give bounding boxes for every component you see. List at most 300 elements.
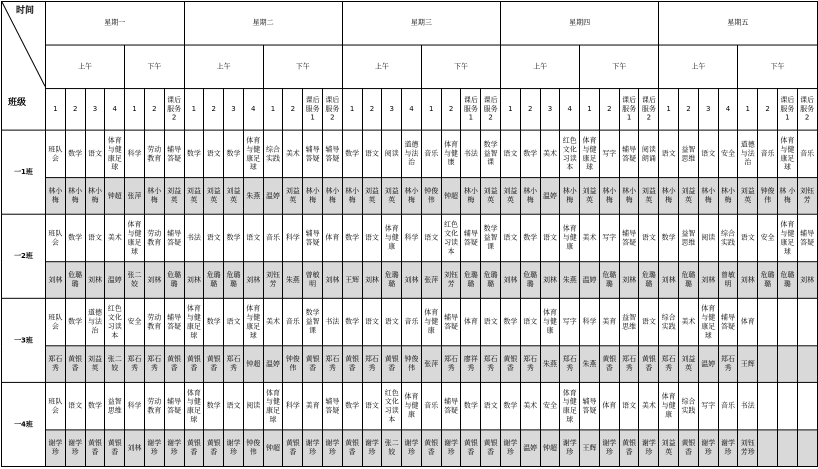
teacher-cell: 林小梅 xyxy=(322,178,342,215)
teacher-cell: 谢学珍 xyxy=(164,430,184,467)
teacher-cell: 郑石秀 xyxy=(520,346,540,383)
class-name: 一3班 xyxy=(2,298,46,382)
period-header: 1 xyxy=(184,89,204,131)
subject-cell: 辅导答疑 xyxy=(164,298,184,345)
subject-cell: 音乐 xyxy=(421,130,441,177)
subject-cell xyxy=(777,382,797,429)
subject-cell: 数学 xyxy=(204,298,224,345)
teacher-cell: 刘益英 xyxy=(283,178,303,215)
teacher-cell: 钟俊伟 xyxy=(421,178,441,215)
teacher-cell: 王辉 xyxy=(342,262,362,299)
teacher-cell: 谢学珍 xyxy=(560,430,580,467)
teacher-cell: 谢学珍 xyxy=(698,430,718,467)
subject-cell: 美术 xyxy=(639,382,659,429)
teacher-cell: 刘益英 xyxy=(85,346,105,383)
subject-cell: 体育 xyxy=(322,214,342,261)
subject-cell: 劳动教育 xyxy=(144,214,164,261)
teacher-cell: 危璐璐 xyxy=(481,262,501,299)
teacher-cell: 林小梅 xyxy=(461,178,481,215)
subject-cell: 班队会 xyxy=(46,382,66,429)
period-header: 1 xyxy=(125,89,145,131)
subject-cell: 辅导答疑 xyxy=(461,214,481,261)
subject-cell: 辅导答疑 xyxy=(580,382,600,429)
period-header: 2 xyxy=(204,89,224,131)
subject-cell: 综合实践 xyxy=(263,130,283,177)
subject-cell: 辅导答疑 xyxy=(303,130,323,177)
teacher-cell: 刘林 xyxy=(540,262,560,299)
teacher-cell: 朱燕 xyxy=(283,262,303,299)
subject-cell: 语文 xyxy=(698,130,718,177)
subject-cell: 语文 xyxy=(362,130,382,177)
teacher-cell: 谢学珍 xyxy=(303,430,323,467)
period-header: 2 xyxy=(520,89,540,131)
subject-cell: 辅导答疑 xyxy=(797,214,817,261)
day-header: 星期四 xyxy=(501,1,659,45)
subject-cell: 语文 xyxy=(85,130,105,177)
subject-cell: 音乐 xyxy=(283,298,303,345)
teacher-cell: 危璐璐 xyxy=(520,262,540,299)
subject-cell: 数学 xyxy=(224,130,244,177)
teacher-cell: 谢学珍 xyxy=(144,430,164,467)
period-header: 1 xyxy=(421,89,441,131)
subject-cell: 道德与法治 xyxy=(738,130,758,177)
teacher-cell: 危璐璐 xyxy=(599,262,619,299)
day-header: 星期二 xyxy=(184,1,342,45)
teacher-cell: 钟超 xyxy=(441,178,461,215)
subject-cell: 数学 xyxy=(501,382,521,429)
teacher-cell: 林小梅 xyxy=(46,178,66,215)
subject-cell: 数学 xyxy=(342,382,362,429)
subject-cell: 辅导答疑 xyxy=(441,298,461,345)
teacher-cell: 刘益英 xyxy=(580,178,600,215)
subject-cell: 辅导答疑 xyxy=(164,130,184,177)
subject-cell: 数学益智课 xyxy=(481,214,501,261)
period-header: 2 xyxy=(362,89,382,131)
teacher-cell: 张二姣 xyxy=(125,262,145,299)
teacher-cell: 黄银香 xyxy=(639,346,659,383)
subject-cell: 写字 xyxy=(599,130,619,177)
subject-cell: 音乐 xyxy=(797,130,817,177)
subject-cell: 体育与健康 xyxy=(659,382,679,429)
period-header: 2 xyxy=(758,89,778,131)
teacher-cell: 刘林 xyxy=(738,262,758,299)
diagonal-divider xyxy=(2,2,45,130)
teacher-cell: 林 小梅 xyxy=(777,178,797,215)
teacher-cell: 曾敏明 xyxy=(303,262,323,299)
afternoon-header: 下午 xyxy=(580,45,659,89)
subject-cell: 阅读 xyxy=(243,382,263,429)
subject-cell: 安全 xyxy=(718,130,738,177)
teacher-cell: 张萍 xyxy=(421,346,441,383)
subject-cell: 班队会 xyxy=(46,214,66,261)
teacher-cell: 朱燕 xyxy=(243,178,263,215)
teacher-cell: 刘林 xyxy=(125,430,145,467)
teacher-cell: 危璐璐 xyxy=(65,262,85,299)
subject-cell: 体育与健康足球 xyxy=(243,130,263,177)
teacher-cell: 黄银香 xyxy=(342,430,362,467)
teacher-cell xyxy=(777,346,797,383)
teacher-cell xyxy=(797,430,817,467)
teacher-cell: 林小梅 xyxy=(85,178,105,215)
teacher-cell: 刘益英 xyxy=(224,178,244,215)
subject-cell: 美术 xyxy=(105,214,125,261)
subject-cell: 体育与健康足球 xyxy=(105,130,125,177)
subject-cell: 体育与健康足球 xyxy=(580,130,600,177)
subject-cell: 辅导答疑 xyxy=(164,214,184,261)
teacher-cell: 谢学珍 xyxy=(402,430,422,467)
subject-cell: 辅导答疑 xyxy=(619,130,639,177)
teacher-cell: 刘钰芳珍 xyxy=(738,430,758,467)
class-name: 一1班 xyxy=(2,130,46,214)
period-header: 4 xyxy=(243,89,263,131)
teacher-cell: 刘林 xyxy=(698,262,718,299)
afternoon-header: 下午 xyxy=(263,45,342,89)
subject-cell: 综合实践 xyxy=(659,298,679,345)
teacher-cell: 钟超 xyxy=(263,430,283,467)
subject-cell: 美术 xyxy=(679,298,699,345)
timetable xyxy=(1,1,818,467)
subject-cell: 安全 xyxy=(758,214,778,261)
subject-cell: 数学益智课 xyxy=(481,130,501,177)
teacher-cell xyxy=(758,346,778,383)
subject-cell: 体育与健康足球 xyxy=(243,298,263,345)
teacher-cell: 郑石秀 xyxy=(322,346,342,383)
subject-cell: 美育 xyxy=(599,298,619,345)
teacher-cell: 黄银香 xyxy=(204,430,224,467)
subject-cell: 美术 xyxy=(283,130,303,177)
period-header: 1 xyxy=(659,89,679,131)
teacher-cell: 黄银香 xyxy=(501,346,521,383)
subject-cell: 体育 xyxy=(738,298,758,345)
subject-cell: 体育与健康 xyxy=(382,214,402,261)
teacher-cell: 钟超 xyxy=(105,178,125,215)
subject-cell: 美术 xyxy=(263,298,283,345)
subject-cell: 体育与健康足球 xyxy=(698,298,718,345)
subject-cell: 体育与健康足球 xyxy=(777,130,797,177)
teacher-cell: 林小梅 xyxy=(560,178,580,215)
teacher-cell: 曾敏明 xyxy=(718,262,738,299)
teacher-cell: 黄银香 xyxy=(619,430,639,467)
period-header: 3 xyxy=(540,89,560,131)
subject-cell: 科学 xyxy=(125,130,145,177)
morning-header: 上午 xyxy=(659,45,738,89)
teacher-cell: 郑石秀 xyxy=(481,346,501,383)
subject-cell: 科学 xyxy=(283,214,303,261)
subject-cell: 语文 xyxy=(224,298,244,345)
subject-cell: 数学 xyxy=(85,382,105,429)
subject-cell: 语文 xyxy=(362,382,382,429)
subject-cell: 安全 xyxy=(540,382,560,429)
period-header: 4 xyxy=(718,89,738,131)
period-header: 2 xyxy=(599,89,619,131)
subject-cell: 科学 xyxy=(402,214,422,261)
teacher-cell: 林小梅 xyxy=(303,178,323,215)
period-header: 1 xyxy=(738,89,758,131)
day-header: 星期一 xyxy=(46,1,185,45)
subject-cell: 辅导答疑 xyxy=(322,382,342,429)
subject-cell: 语文 xyxy=(619,382,639,429)
teacher-cell: 黄银香 xyxy=(303,346,323,383)
teacher-cell: 危璐璐 xyxy=(639,262,659,299)
teacher-cell: 林小梅 xyxy=(144,178,164,215)
day-header: 星期五 xyxy=(659,1,817,45)
teacher-cell: 刘林 xyxy=(184,262,204,299)
teacher-cell: 刘益英 xyxy=(738,178,758,215)
subject-cell xyxy=(758,298,778,345)
period-header: 课后服务1 xyxy=(619,89,639,131)
teacher-cell: 谢学珍 xyxy=(65,430,85,467)
subject-cell: 写字 xyxy=(599,214,619,261)
teacher-cell: 温婷 xyxy=(263,346,283,383)
teacher-cell: 谢学珍 xyxy=(362,430,382,467)
teacher-cell: 黄银香 xyxy=(105,430,125,467)
teacher-cell: 黄银香 xyxy=(65,346,85,383)
period-header: 3 xyxy=(85,89,105,131)
subject-cell: 写字 xyxy=(560,298,580,345)
teacher-cell: 刘益英 xyxy=(481,178,501,215)
subject-cell: 音乐 xyxy=(718,382,738,429)
subject-cell: 益智思维 xyxy=(679,214,699,261)
subject-cell: 语文 xyxy=(481,298,501,345)
subject-cell: 语文 xyxy=(639,298,659,345)
subject-cell: 数学 xyxy=(65,214,85,261)
subject-cell: 辅导答疑 xyxy=(441,382,461,429)
subject-cell: 道德与法治 xyxy=(402,130,422,177)
period-header: 课后服务2 xyxy=(481,89,501,131)
subject-cell: 体育与健康足球 xyxy=(125,214,145,261)
period-header: 1 xyxy=(342,89,362,131)
teacher-cell: 刘林 xyxy=(322,262,342,299)
teacher-cell: 黄银香 xyxy=(461,430,481,467)
teacher-cell: 黄银香 xyxy=(421,430,441,467)
period-header: 1 xyxy=(263,89,283,131)
teacher-cell: 黄银香 xyxy=(342,346,362,383)
subject-cell xyxy=(777,298,797,345)
teacher-cell: 刘林 xyxy=(243,262,263,299)
subject-cell: 红色文化习读本 xyxy=(382,382,402,429)
teacher-cell: 刘林 xyxy=(85,262,105,299)
period-header: 1 xyxy=(501,89,521,131)
subject-cell: 体育 xyxy=(599,382,619,429)
teacher-cell: 温婷 xyxy=(520,430,540,467)
teacher-cell: 谢学珍 xyxy=(441,430,461,467)
period-header: 课后服务2 xyxy=(164,89,184,131)
teacher-cell: 张萍 xyxy=(125,178,145,215)
subject-cell: 阅读朗诵 xyxy=(639,130,659,177)
teacher-cell: 黄银香 xyxy=(481,430,501,467)
teacher-cell: 黄银香 xyxy=(599,346,619,383)
period-header: 2 xyxy=(679,89,699,131)
period-header: 3 xyxy=(382,89,402,131)
time-label: 时间 xyxy=(16,5,35,16)
afternoon-header: 下午 xyxy=(125,45,184,89)
subject-cell: 语文 xyxy=(659,130,679,177)
subject-cell: 辅导答疑 xyxy=(619,214,639,261)
subject-cell: 益智思维 xyxy=(619,298,639,345)
teacher-cell: 刘益英 xyxy=(382,178,402,215)
subject-cell: 劳动教育 xyxy=(144,130,164,177)
class-name: 一4班 xyxy=(2,382,46,466)
header-corner xyxy=(2,1,46,130)
teacher-cell: 温婷 xyxy=(263,178,283,215)
subject-cell: 语文 xyxy=(85,214,105,261)
subject-cell: 劳动教育 xyxy=(144,382,164,429)
subject-cell: 科学 xyxy=(580,298,600,345)
subject-cell: 美术 xyxy=(520,382,540,429)
teacher-cell: 郑石秀 xyxy=(718,346,738,383)
teacher-cell: 刘益英 xyxy=(184,178,204,215)
morning-header: 上午 xyxy=(501,45,580,89)
subject-cell: 综合实践 xyxy=(679,382,699,429)
subject-cell: 红色文化习读本 xyxy=(560,130,580,177)
subject-cell: 辅导答疑 xyxy=(164,382,184,429)
teacher-cell: 林小梅 xyxy=(65,178,85,215)
class-label: 班级 xyxy=(8,97,27,108)
subject-cell: 语文 xyxy=(738,214,758,261)
teacher-cell: 钟俊伟 xyxy=(283,346,303,383)
teacher-cell: 林小梅 xyxy=(718,178,738,215)
subject-cell: 语文 xyxy=(501,214,521,261)
teacher-cell: 林小梅 xyxy=(342,178,362,215)
teacher-cell: 廖祥秀 xyxy=(461,346,481,383)
teacher-cell: 刘益英 xyxy=(164,178,184,215)
teacher-cell: 刘林 xyxy=(501,262,521,299)
subject-cell: 体育与健康足球 xyxy=(560,382,580,429)
teacher-cell: 刘益英 xyxy=(679,178,699,215)
teacher-cell: 黄银香 xyxy=(184,430,204,467)
teacher-cell: 郑石秀 xyxy=(224,346,244,383)
subject-cell xyxy=(797,382,817,429)
subject-cell: 数学 xyxy=(65,130,85,177)
period-header: 课后服务2 xyxy=(322,89,342,131)
teacher-cell: 郑石秀 xyxy=(619,346,639,383)
subject-cell: 音乐 xyxy=(402,298,422,345)
teacher-cell: 危璐璐 xyxy=(777,262,797,299)
subject-cell: 体育 xyxy=(461,298,481,345)
teacher-cell: 刘林 xyxy=(797,262,817,299)
teacher-cell: 刘钰芳 xyxy=(441,262,461,299)
teacher-cell: 谢学珍 xyxy=(639,430,659,467)
teacher-cell: 钟俊伟 xyxy=(758,178,778,215)
subject-cell: 语文 xyxy=(65,382,85,429)
teacher-cell xyxy=(777,430,797,467)
teacher-cell: 刘益英 xyxy=(639,178,659,215)
subject-cell: 语文 xyxy=(639,214,659,261)
teacher-cell: 朱燕 xyxy=(560,262,580,299)
teacher-cell: 郑石秀 xyxy=(659,346,679,383)
teacher-cell xyxy=(758,430,778,467)
subject-cell: 语文 xyxy=(421,214,441,261)
subject-cell: 数学益智课 xyxy=(303,298,323,345)
subject-cell: 书法 xyxy=(184,214,204,261)
afternoon-header: 下午 xyxy=(421,45,500,89)
period-header: 1 xyxy=(46,89,66,131)
teacher-cell: 刘钰芳 xyxy=(263,262,283,299)
teacher-cell: 温婷 xyxy=(698,346,718,383)
subject-cell: 体育与健康 xyxy=(402,382,422,429)
period-header: 2 xyxy=(65,89,85,131)
teacher-cell: 张二姣 xyxy=(105,346,125,383)
subject-cell: 音乐 xyxy=(263,214,283,261)
subject-cell: 综合实践 xyxy=(718,214,738,261)
subject-cell: 语文 xyxy=(501,130,521,177)
teacher-cell: 黄银香 xyxy=(679,430,699,467)
subject-cell: 写字 xyxy=(698,382,718,429)
subject-cell xyxy=(758,382,778,429)
subject-cell: 语文 xyxy=(382,298,402,345)
subject-cell: 语文 xyxy=(520,298,540,345)
teacher-cell: 温婷 xyxy=(540,178,560,215)
teacher-cell: 黄银香 xyxy=(184,346,204,383)
subject-cell: 班队会 xyxy=(46,298,66,345)
period-header: 4 xyxy=(560,89,580,131)
subject-cell: 数学 xyxy=(342,130,362,177)
subject-cell: 语文 xyxy=(362,214,382,261)
subject-cell: 数学 xyxy=(342,298,362,345)
teacher-cell: 谢学珍 xyxy=(718,430,738,467)
subject-cell: 数学 xyxy=(184,130,204,177)
teacher-cell: 刘益英 xyxy=(679,346,699,383)
period-header: 课后服务1 xyxy=(777,89,797,131)
teacher-cell: 王辉 xyxy=(738,346,758,383)
teacher-cell: 刘林 xyxy=(144,262,164,299)
teacher-cell: 谢学珍 xyxy=(224,430,244,467)
subject-cell: 数学 xyxy=(520,130,540,177)
class-name: 一2班 xyxy=(2,214,46,298)
subject-cell: 辅导答疑 xyxy=(718,298,738,345)
teacher-cell: 钟俊伟 xyxy=(243,430,263,467)
period-header: 课后服务2 xyxy=(639,89,659,131)
subject-cell: 语文 xyxy=(243,214,263,261)
subject-cell: 书法 xyxy=(738,382,758,429)
teacher-cell: 谢学珍 xyxy=(322,430,342,467)
teacher-cell: 林小梅 xyxy=(659,178,679,215)
subject-cell: 数学 xyxy=(461,382,481,429)
subject-cell: 体育与健康 xyxy=(441,130,461,177)
day-header: 星期三 xyxy=(342,1,500,45)
teacher-cell: 谢学珍 xyxy=(501,430,521,467)
subject-cell: 科学 xyxy=(125,382,145,429)
teacher-cell: 钟超 xyxy=(540,430,560,467)
subject-cell: 体育与健康足球 xyxy=(184,298,204,345)
teacher-cell: 温婷 xyxy=(105,262,125,299)
subject-cell: 体育与健康足球 xyxy=(263,382,283,429)
teacher-cell: 林小梅 xyxy=(599,178,619,215)
subject-cell: 数学 xyxy=(224,214,244,261)
teacher-cell: 危璐璐 xyxy=(461,262,481,299)
teacher-cell: 刘林 xyxy=(659,262,679,299)
period-header: 课后服务1 xyxy=(461,89,481,131)
morning-header: 上午 xyxy=(342,45,421,89)
afternoon-header: 下午 xyxy=(738,45,817,89)
teacher-cell: 钟超 xyxy=(243,346,263,383)
teacher-cell: 刘益英 xyxy=(501,178,521,215)
subject-cell: 书法 xyxy=(461,130,481,177)
subject-cell: 美术 xyxy=(580,214,600,261)
teacher-cell: 刘林 xyxy=(619,262,639,299)
subject-cell: 数学 xyxy=(501,298,521,345)
teacher-cell: 林小梅 xyxy=(402,178,422,215)
period-header: 3 xyxy=(698,89,718,131)
teacher-cell: 郑石秀 xyxy=(125,346,145,383)
teacher-cell: 刘益英 xyxy=(659,430,679,467)
subject-cell: 阅读 xyxy=(698,214,718,261)
teacher-cell: 黄银香 xyxy=(204,346,224,383)
teacher-cell: 黄银香 xyxy=(283,430,303,467)
subject-cell: 语文 xyxy=(224,382,244,429)
teacher-cell: 张二姣 xyxy=(382,430,402,467)
period-header: 2 xyxy=(283,89,303,131)
